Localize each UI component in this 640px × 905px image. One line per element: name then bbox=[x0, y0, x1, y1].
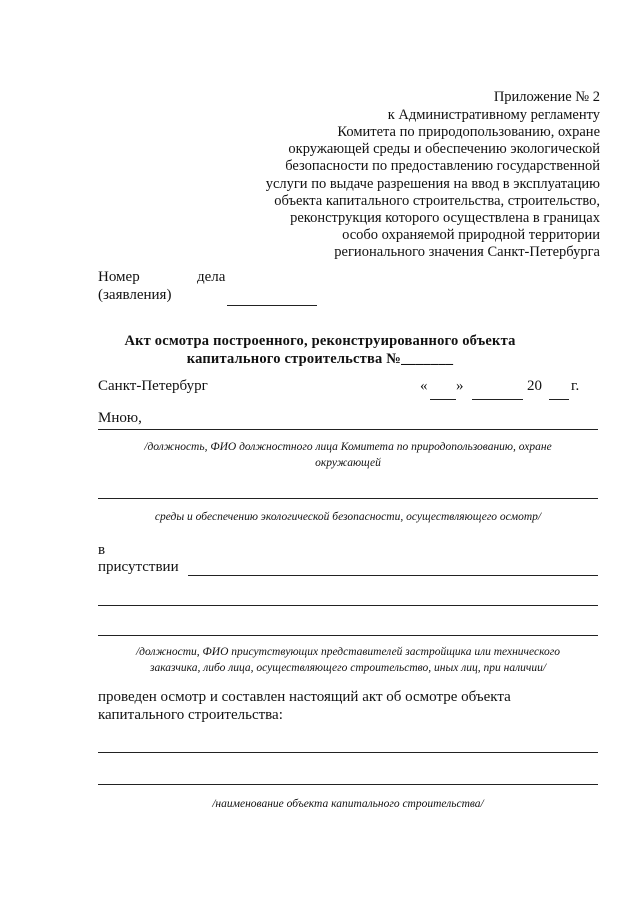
year-prefix: 20 bbox=[527, 378, 542, 394]
in-presence-label-1: в bbox=[98, 542, 106, 558]
header-line-6: услуги по выдаче разрешения на ввод в эксплуатацию bbox=[265, 176, 600, 192]
official-field-2[interactable] bbox=[98, 498, 598, 499]
object-caption: /наименование объекта капитального строительства/ bbox=[212, 798, 484, 810]
header-line-10: регионального значения Санкт-Петербурга bbox=[334, 244, 600, 260]
presence-caption-line-2: заказчика, либо лица, осуществляющего строительство, иных лиц, при наличии/ bbox=[149, 662, 547, 674]
header-line-3: Комитета по природопользованию, охране bbox=[337, 124, 600, 140]
header-line-8: реконструкция которого осуществлена в границах bbox=[290, 210, 600, 226]
presence-field-2[interactable] bbox=[98, 605, 598, 606]
header-line-7: объекта капитального строительства, строительство, bbox=[274, 193, 600, 209]
header-line-1: Приложение № 2 bbox=[493, 89, 600, 105]
month-field[interactable] bbox=[472, 399, 523, 400]
year-suffix: г. bbox=[571, 378, 580, 394]
header-line-5: безопасности по предоставлению государственной bbox=[285, 158, 600, 174]
presence-caption-line-1: /должности, ФИО присутствующих представителей застройщика или технического bbox=[135, 646, 561, 658]
by-me-label: Мною, bbox=[98, 410, 142, 426]
header-line-9: особо охраняемой природной территории bbox=[342, 227, 600, 243]
year-field[interactable] bbox=[549, 399, 569, 400]
case-label: дела bbox=[197, 269, 226, 285]
conducted-text-line-1: проведен осмотр и составлен настоящий акт об осмотре объекта bbox=[98, 689, 511, 705]
header-line-2: к Административному регламенту bbox=[387, 107, 600, 123]
conducted-text-line-2: капитального строительства: bbox=[98, 707, 283, 723]
day-field[interactable] bbox=[430, 399, 456, 400]
presence-field-1[interactable] bbox=[188, 575, 598, 576]
official-caption-line-1: /должность, ФИО должностного лица Комитета по природопользованию, охране bbox=[144, 441, 552, 453]
presence-field-3[interactable] bbox=[98, 635, 598, 636]
case-number-label: Номер bbox=[98, 269, 140, 285]
object-field-1[interactable] bbox=[98, 752, 598, 753]
application-label: (заявления) bbox=[98, 287, 172, 303]
official-caption-3: среды и обеспечению экологической безопасности, осуществляющего осмотр/ bbox=[154, 511, 542, 523]
header-line-4: окружающей среды и обеспечению экологической bbox=[288, 141, 600, 157]
in-presence-label-2: присутствии bbox=[98, 559, 179, 575]
act-title-line-2: капитального строительства №_______ bbox=[186, 351, 454, 367]
object-field-2[interactable] bbox=[98, 784, 598, 785]
quote-open: « bbox=[420, 378, 428, 394]
city-label: Санкт-Петербург bbox=[98, 378, 208, 394]
act-title-line-1: Акт осмотра построенного, реконструированного объекта bbox=[124, 333, 516, 349]
case-number-field[interactable] bbox=[227, 305, 317, 306]
official-field-1[interactable] bbox=[98, 429, 598, 430]
official-caption-line-2: окружающей bbox=[315, 457, 381, 469]
quote-close: » bbox=[456, 378, 464, 394]
